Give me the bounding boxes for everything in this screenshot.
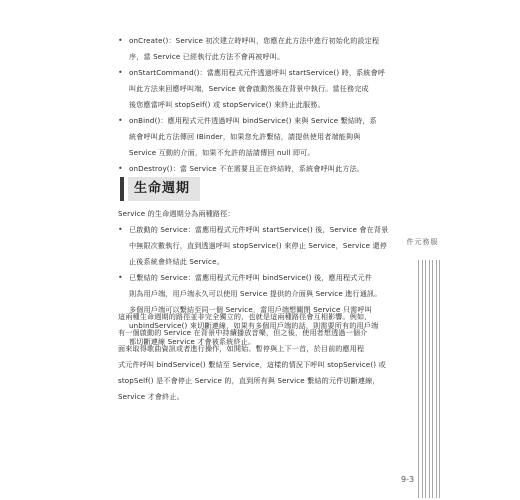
text-line: 都切斷連線 Service 才會被系統終止。: [129, 337, 256, 346]
edge-stripe: [429, 260, 430, 498]
text-line: 多個用戶端可以繫結至同一個 Service，當用戶端想關閉 Service 只需呼叫: [129, 305, 372, 314]
text-line: 中無限次數執行，直到透過呼叫 stopService() 來停止 Service，Service 還停: [129, 241, 388, 250]
section-title: 生命週期: [128, 177, 200, 201]
text-line: unbindService() 來切斷連線，如果有多個用戶端的話，則需要所有的用戶端: [129, 321, 379, 330]
text-line: 統會呼叫此方法傳回 IBinder，如果您允許繫結，請提供使用者端能夠與: [129, 132, 361, 141]
text-line: • onStartCommand()：當應用程式元件透過呼叫 startService() 時，系統會呼: [129, 68, 386, 77]
text-line: 序，當 Service 已經執行此方法不會再被呼叫。: [129, 52, 285, 61]
text-line: Service 才會終止。: [118, 392, 184, 401]
callback-method-list: [118, 33, 403, 177]
edge-stripe: [422, 260, 423, 498]
callback-method-item: [118, 33, 403, 65]
chapter-tab-label: 服務元件: [406, 238, 438, 245]
text-line: • onBind()：應用程式元件透過呼叫 bindService() 來與 Service 繫結時，系: [129, 116, 377, 125]
body-paragraph: [118, 309, 408, 405]
callback-method-item: [118, 113, 403, 161]
text-line: 這兩種生命週期的路徑並非完全獨立的，也就是這兩種路徑會互相影響。例如，: [118, 312, 372, 321]
text-line: • 已繫結的 Service：當應用程式元件呼叫 bindService() 後，應用程式元件: [129, 273, 373, 282]
text-line: 有一個啟動的 Service 在背景中持續播放音樂，但之後，使用者想透過一個介: [118, 328, 368, 337]
text-line: 後您應當呼叫 stopSelf() 或 stopService() 來終止此服務。: [129, 100, 325, 109]
chapter-edge-stripes: [418, 260, 442, 498]
text-line: • onCreate()：Service 初次建立時呼叫，您應在此方法中進行初始化的設定程: [129, 36, 380, 45]
text-line: 式元件呼叫 bindService() 繫結至 Service，這樣的情況下呼叫 stopService() 或: [118, 360, 386, 369]
page-number: 9-3: [401, 475, 415, 484]
edge-stripe: [436, 260, 437, 498]
callback-method-item: [118, 65, 403, 113]
lifecycle-path-item: [118, 222, 403, 270]
intro-paragraph: Service 的生命週期分為兩種路徑：: [118, 209, 235, 218]
edge-stripe: [418, 260, 419, 498]
edge-stripe: [432, 260, 433, 498]
edge-stripe: [439, 260, 440, 498]
text-line: Service 互動的介面，如果不允許的話請傳回 null 即可。: [129, 148, 315, 157]
text-line: 止後系統會終結此 Service。: [129, 257, 224, 266]
section-heading: [120, 176, 200, 202]
text-line: • 已啟動的 Service：當應用程式元件呼叫 startService() 後，Service 會在背景: [129, 225, 389, 234]
text-line: • onDestroy()：當 Service 不在需要且正在終結時，系統會呼叫此方法。: [129, 164, 365, 173]
edge-stripe: [425, 260, 426, 498]
callback-method-item: [118, 161, 403, 177]
text-line: 叫此方法來回應呼叫端，Service 就會啟動然後在背景中執行。當任務完成: [129, 84, 369, 93]
text-line: 面來取得歌曲資訊或者進行操作，如開始、暫停與上下一首，於目前的應用程: [118, 344, 365, 353]
text-line: 則為用戶端，用戶端永久可以使用 Service 提供的介面與 Service 進行通訊。: [129, 289, 382, 298]
heading-accent-bar: [120, 177, 124, 201]
text-line: stopSelf() 是不會停止 Service 的，直到所有與 Service 繫結的元件切斷連線，: [118, 376, 380, 385]
